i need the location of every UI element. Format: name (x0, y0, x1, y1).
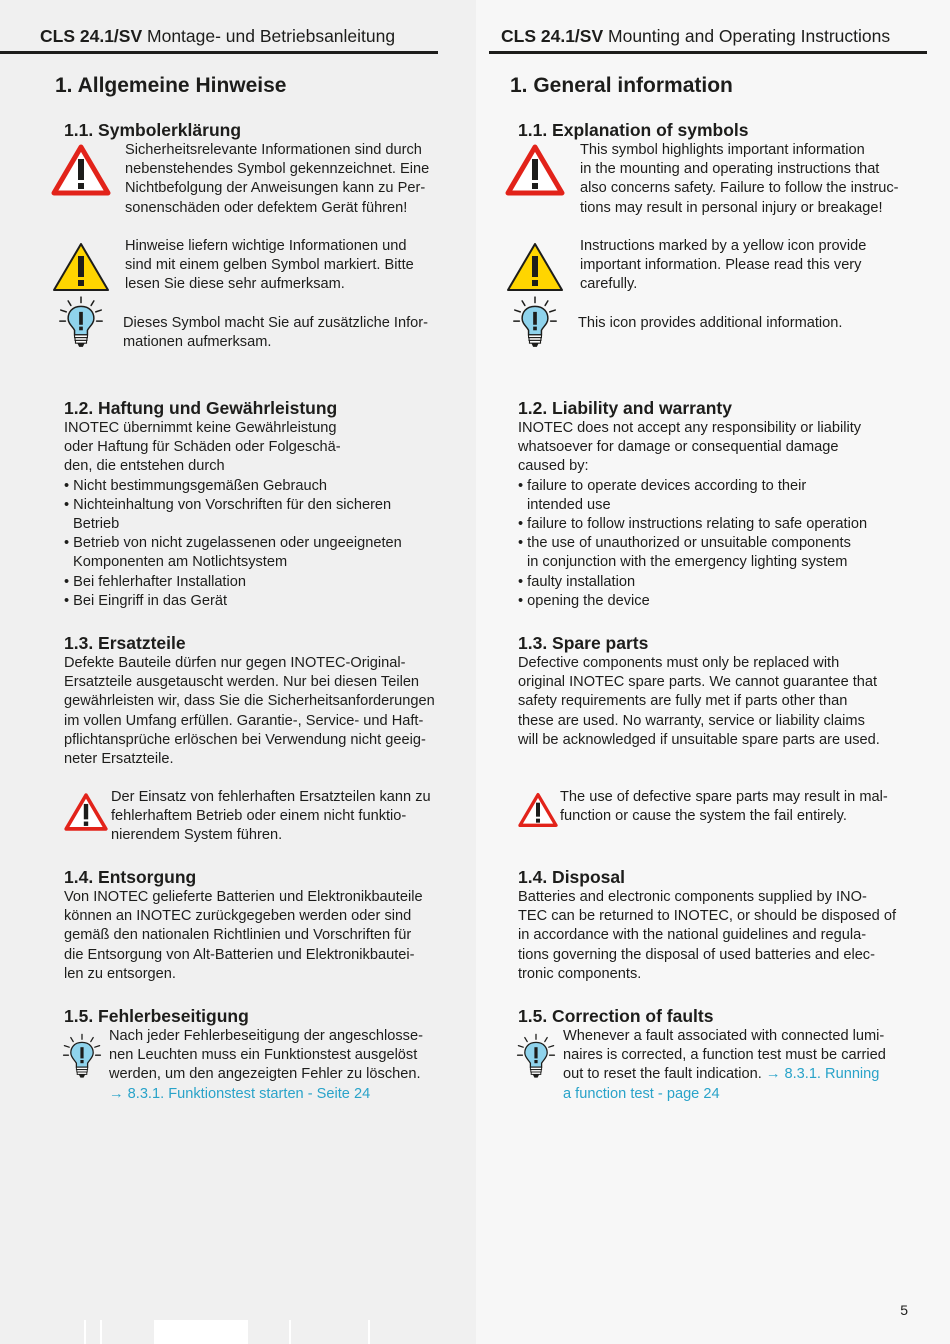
left-s11-yellow-text: Hinweise liefern wichtige Informationen und sind mit einem gelben Symbol markiert. Bitte lesen Sie diese sehr aufmerksam. (125, 238, 414, 293)
cross-reference-link[interactable]: → 8.3.1. Funktionstest starten - Seite 24 (109, 1085, 371, 1102)
list-item: • the use of unauthorized or unsuitable components (518, 535, 851, 552)
right-s11-heading: 1.1. Explanation of symbols (518, 120, 749, 140)
right-section-title: 1. General information (510, 74, 733, 97)
left-s11-info-text: Dieses Symbol macht Sie auf zusätzliche Infor- mationen aufmerksam. (123, 315, 428, 351)
info-bulb-icon (58, 296, 104, 348)
info-bulb-icon (62, 1030, 102, 1082)
list-item: • Nichteinhaltung von Vorschriften für den sicheren (64, 496, 392, 513)
left-header-rule (0, 51, 438, 54)
left-s15-heading: 1.5. Fehlerbeseitigung (64, 1006, 249, 1026)
info-bulb-icon (516, 1030, 556, 1082)
right-s14-heading: 1.4. Disposal (518, 867, 625, 887)
list-item: • Nicht bestimmungsgemäßen Gebrauch (64, 477, 328, 494)
left-s14-heading: 1.4. Entsorgung (64, 867, 197, 887)
cross-reference-link-cont[interactable]: a function test - page 24 (563, 1085, 720, 1102)
red-warning-icon (518, 792, 558, 828)
right-s12-heading: 1.2. Liability and warranty (518, 398, 732, 418)
right-header (501, 26, 890, 52)
left-header-title: Montage- und Betriebsanleitung (147, 26, 396, 46)
left-header (40, 26, 395, 52)
left-s12-heading: 1.2. Haftung und Gewährleistung (64, 398, 338, 418)
right-s13-text: Defective components must only be replaced with original INOTEC spare parts. We cannot guarantee that safety requirements are fully met if parts other than these are used. No warranty, service or liability claims will be acknowledged if unsuitable spare parts are used. (518, 655, 880, 748)
left-section-title: 1. Allgemeine Hinweise (55, 74, 287, 97)
right-s12-text: INOTEC does not accept any responsibility or liability whatsoever for damage or consequential damage caused by: • failure to operate devices according to their intended use • failure to follow instructions relating to safe operation • the use of unauthorized or unsuitable components in conjunction with the emergency lighting system • faulty installation • opening the device (518, 419, 867, 611)
red-warning-icon (64, 792, 108, 832)
list-item: • failure to operate devices according to their (518, 477, 807, 494)
right-s13-heading: 1.3. Spare parts (518, 633, 649, 653)
right-s15-text: Whenever a fault associated with connected lumi- naires is corrected, a function test must be carried out to reset the fault indication. → 8.3.1. Running a function test - page 24 (563, 1027, 886, 1104)
left-s15-text: Nach jeder Fehlerbeseitigung der angeschlosse- nen Leuchten muss ein Funktionstest ausgelöst werden, um den angezeigten Fehler zu löschen. → 8.3.1. Funktionstest starten - Seite 24 (109, 1027, 423, 1104)
page-number: 5 (900, 1302, 908, 1318)
right-header-product: CLS 24.1/SV (501, 26, 604, 46)
left-s11-red-text: Sicherheitsrelevante Informationen sind durch nebenstehendes Symbol gekennzeichnet. Eine Nichtbefolgung der Anweisungen kann zu Per- sonenschäden oder defektem Gerät führen! (125, 142, 430, 216)
right-s13-warning-text: The use of defective spare parts may result in mal- function or cause the system the fail entirely. (560, 789, 888, 825)
list-item: • Bei Eingriff in das Gerät (64, 592, 228, 609)
left-s13-warning-text: Der Einsatz von fehlerhaften Ersatzteilen kann zu fehlerhaftem Betrieb oder einem nicht funktio- nierendem System führen. (111, 789, 431, 844)
left-s12-text: INOTEC übernimmt keine Gewährleistung oder Haftung für Schäden oder Folgeschä- den, die entstehen durch • Nicht bestimmungsgemäßen Gebrauch • Nichteinhaltung von Vorschriften für den sicheren Betrieb • Betrieb von nicht zugelassenen oder ungeeigneten Komponenten am Notlichtsystem • Bei fehlerhafter Installation • Bei Eingriff in das Gerät (64, 419, 402, 611)
footer-mark (84, 1320, 86, 1344)
footer-mark (100, 1320, 102, 1344)
left-header-product: CLS 24.1/SV (40, 26, 143, 46)
left-s14-text: Von INOTEC gelieferte Batterien und Elektronikbauteile können an INOTEC zurückgegeben werden oder sind gemäß den nationalen Richtlinien und Vorschriften für die Entsorgung von Alt-Batterien und Elektronikbautei- len zu entsorgen. (64, 889, 423, 982)
left-s11-heading: 1.1. Symbolerklärung (64, 120, 242, 140)
right-s11-yellow-text: Instructions marked by a yellow icon provide important information. Please read this very carefully. (580, 238, 867, 293)
left-s13-text: Defekte Bauteile dürfen nur gegen INOTEC-Original- Ersatzteile ausgetauscht werden. Nur bei diesen Teilen gewährleisten wir, dass Sie die Sicherheitsanforderungen im vollen Umfang erfüllen. Garantie-, Service- und Haft- pflichtansprüche erlöschen bei Verwendung nicht geeig- neter Ersatzteile. (64, 655, 435, 768)
cross-reference-link[interactable]: → 8.3.1. Running (765, 1066, 880, 1083)
yellow-warning-icon (505, 240, 565, 294)
footer-mark (368, 1320, 370, 1344)
footer-mark (154, 1320, 248, 1344)
info-bulb-icon (512, 296, 558, 348)
list-item: • failure to follow instructions relating to safe operation (518, 516, 868, 533)
yellow-warning-icon (51, 240, 111, 294)
red-warning-icon (51, 143, 111, 197)
right-s11-info-text: This icon provides additional information. (578, 315, 843, 331)
right-s15-heading: 1.5. Correction of faults (518, 1006, 714, 1026)
list-item: • opening the device (518, 592, 650, 609)
right-header-title: Mounting and Operating Instructions (608, 26, 891, 46)
list-item: • Bei fehlerhafter Installation (64, 573, 246, 590)
red-warning-icon (505, 143, 565, 197)
list-item: • Betrieb von nicht zugelassenen oder ungeeigneten (64, 535, 402, 552)
right-s14-text: Batteries and electronic components supplied by INO- TEC can be returned to INOTEC, or should be disposed of in accordance with the national guidelines and regula- tions governing the disposal of used batteries and elec- tronic components. (518, 889, 897, 982)
footer-mark (289, 1320, 291, 1344)
right-header-rule (489, 51, 927, 54)
right-s11-red-text: This symbol highlights important information in the mounting and operating instructions that also concerns safety. Failure to follow the instruc- tions may result in personal injury or breakage! (580, 142, 899, 216)
list-item: • faulty installation (518, 573, 636, 590)
left-s13-heading: 1.3. Ersatzteile (64, 633, 186, 653)
